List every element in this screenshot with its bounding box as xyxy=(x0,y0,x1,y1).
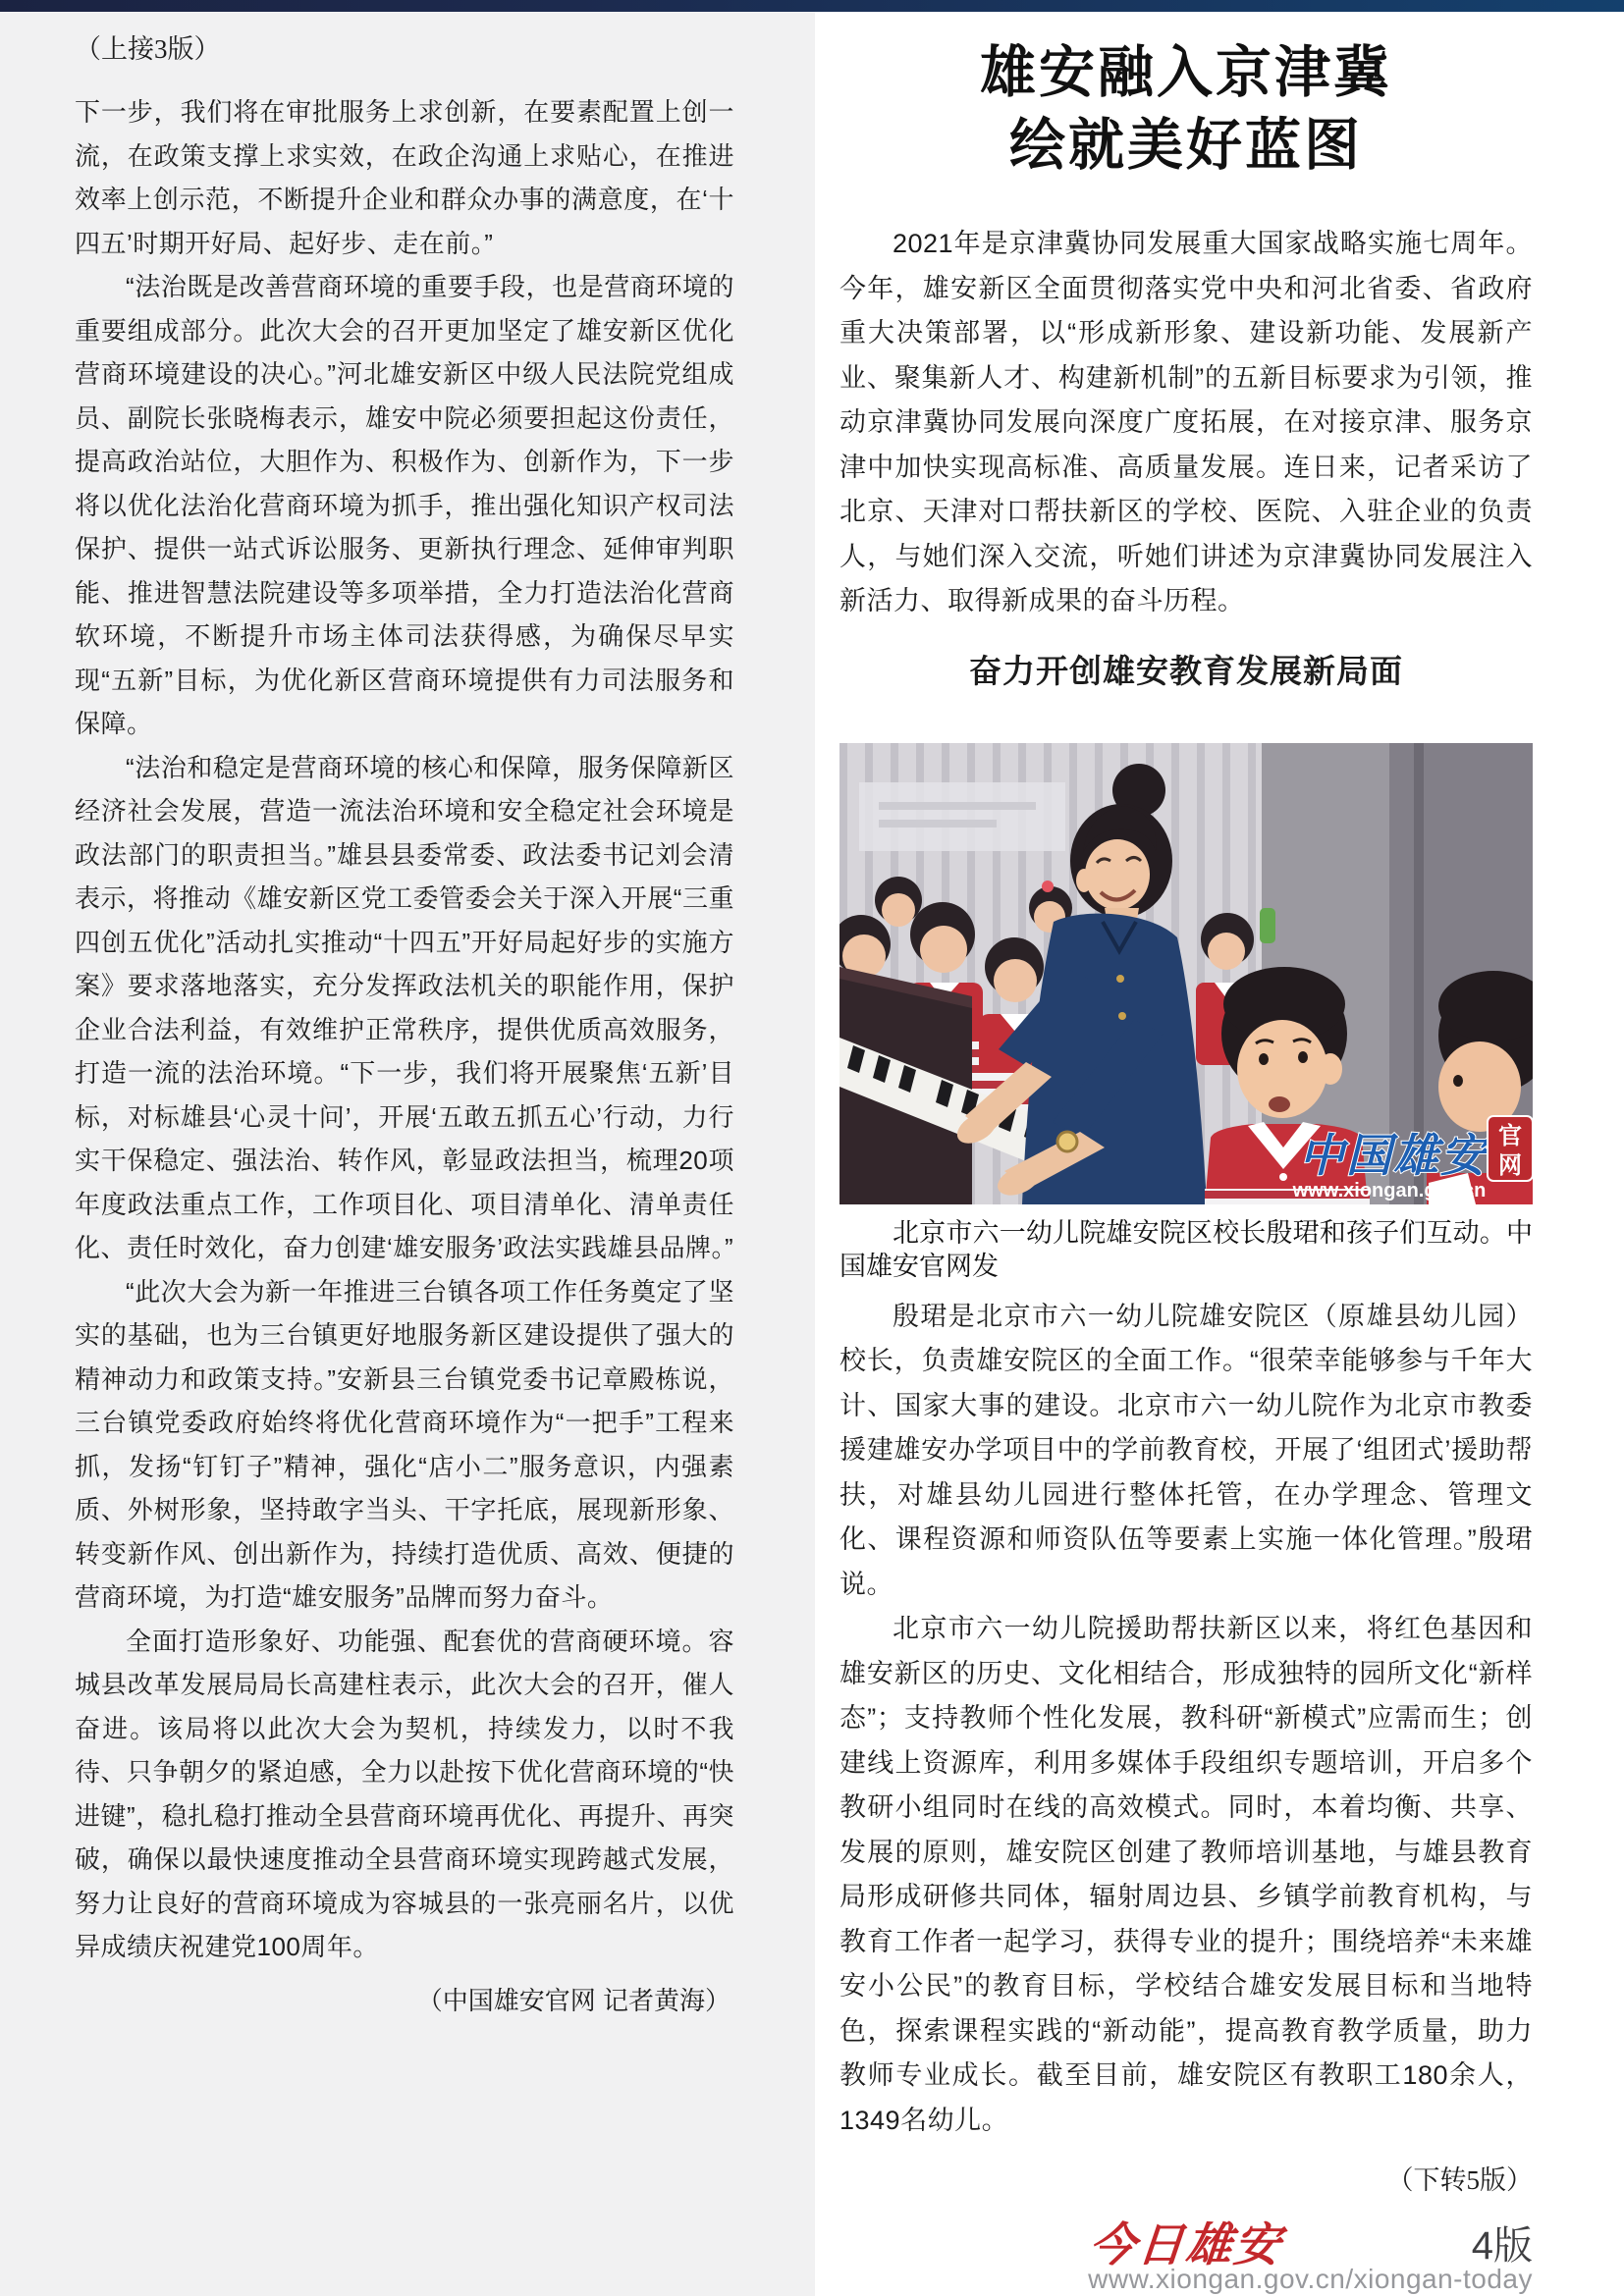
article-paragraph: 北京市六一幼儿院援助帮扶新区以来，将红色基因和雄安新区的历史、文化相结合，形成独特的园所文化“新样态”；支持教师个性化发展，教科研“新模式”应需而生；创建线上资源库，利用多媒体手段组织专题培训，开启多个教研小组同时在线的高效模式。同时，本着均衡、共享、发展的原则，雄安院区创建了教师培训基地，与雄县教育局形成研修共同体，辐射周边县、乡镇学前教育机构，与教育工作者一起学习，获得专业的提升；围绕培养“未来雄安小公民”的教育目标，学校结合雄安发展目标和当地特色，探索课程实践的“新动能”，提高教育教学质量，助力教师专业成长。截至目前，雄安院区有教职工180余人，1349名幼儿。 xyxy=(839,1614,1533,2135)
section-subhead: 奋力开创雄安教育发展新局面 xyxy=(969,652,1403,689)
page-number: 4版 xyxy=(1471,2224,1533,2268)
article-intro xyxy=(839,222,1533,624)
site-url: www.xiongan.gov.cn/xiongan-today xyxy=(1088,2264,1533,2294)
article-paragraph: “法治和稳定是营商环境的核心和保障，服务保障新区经济社会发展，营造一流法治环境和安全稳定社会环境是政法部门的职责担当。”雄县县委常委、政法委书记刘会清表示，将推动《雄安新区党工委管委会关于深入开展“三重四创五优化”活动扎实推动“十四五”开好局起好步的实施方案》要求落地落实，充分发挥政法机关的职能作用，保护企业合法利益，有效维护正常秩序，提供优质高效服务，打造一流的法治环境。“下一步，我们将开展聚焦‘五新’目标，对标雄县‘心灵十问’，开展‘五敢五抓五心’行动，力行实干保稳定、强法治、转作风，彰显政法担当，梳理20项年度政法重点工作，工作项目化、项目清单化、清单责任化、责任时效化，奋力创建‘雄安服务’政法实践雄县品牌。” xyxy=(75,752,734,1262)
watermark-url: www.xiongan.gov.cn xyxy=(1292,1179,1487,1201)
right-article-body xyxy=(839,1295,1533,2144)
continued-note: （下转5版） xyxy=(1386,2165,1533,2195)
masthead-logo: 今日雄安 xyxy=(1087,2218,1285,2272)
headline-line-1: 雄安融入京津冀 xyxy=(980,42,1392,104)
headline-line-2: 绘就美好蓝图 xyxy=(1009,115,1363,177)
article-headline xyxy=(839,37,1533,183)
article-paragraph: “法治既是改善营商环境的重要手段，也是营商环境的重要组成部分。此次大会的召开更加坚定了雄安新区优化营商环境建设的决心。”河北雄安新区中级人民法院党组成员、副院长张晓梅表示，雄安中院必须要担起这份责任，提高政治站位，大胆作为、积极作为、创新作为，下一步将以优化法治化营商环境为抓手，推出强化知识产权司法保护、提供一站式诉讼服务、更新执行理念、延伸审判职能、推进智慧法院建设等多项举措，全力打造法治化营商软环境，不断提升市场主体司法获得感，为确保尽早实现“五新”目标，为优化新区营商环境提供有力司法服务和保障。 xyxy=(75,272,734,738)
article-paragraph: 全面打造形象好、功能强、配套优的营商硬环境。容城县改革发展局局长高建柱表示，此次大会的召开，催人奋进。该局将以此次大会为契机，持续发力，以时不我待、只争朝夕的紧迫感，全力以赴按下优化营商环境的“快进键”，稳扎稳打推动全县营商环境再优化、再提升、再突破，确保以最快速度推动全县营商环境实现跨越式发展，努力让良好的营商环境成为容城县的一张亮丽名片，以优异成绩庆祝建党100周年。 xyxy=(75,1626,734,1961)
watermark-seal-top: 官 xyxy=(1498,1123,1522,1149)
page-footer xyxy=(839,2209,1533,2296)
news-photo-illustration xyxy=(839,743,1533,1204)
news-photo xyxy=(839,743,1533,1204)
watermark-brand: 中国雄安 xyxy=(1299,1130,1488,1181)
article-paragraph: “此次大会为新一年推进三台镇各项工作任务奠定了坚实的基础，也为三台镇更好地服务新区建设提供了强大的精神动力和政策支持。”安新县三台镇党委书记章殿栋说，三台镇党委政府始终将优化营商环境作为“一把手”工程来抓，发扬“钉钉子”精神，强化“店小二”服务意识，内强素质、外树形象，坚持敢字当头、干字托底，展现新形象、转变新作风、创出新作为，持续打造优质、高效、便捷的营商环境，为打造“雄安服务”品牌而努力奋斗。 xyxy=(75,1276,734,1612)
intro-paragraph: 2021年是京津冀协同发展重大国家战略实施七周年。今年，雄安新区全面贯彻落实党中央和河北省委、省政府重大决策部署，以“形成新形象、建设新功能、发展新产业、聚集新人才、构建新机制”的五新目标要求为引领，推动京津冀协同发展向深度广度拓展，在对接京津、服务京津中加快实现高标准、高质量发展。连日来，记者采访了北京、天津对口帮扶新区的学校、医院、入驻企业的负责人，与她们深入交流，听她们讲述为京津冀协同发展注入新活力、取得新成果的奋斗历程。 xyxy=(839,229,1533,615)
article-paragraph: 下一步，我们将在审批服务上求创新，在要素配置上创一流，在政策支撑上求实效，在政企沟通上求贴心，在推进效率上创示范，不断提升企业和群众办事的满意度，在‘十四五’时期开好局、起好步、走在前。” xyxy=(75,97,734,258)
watermark-seal-bottom: 网 xyxy=(1498,1152,1522,1179)
photo-caption: 北京市六一幼儿院雄安院区校长殷珺和孩子们互动。中国雄安官网发 xyxy=(839,1217,1533,1281)
top-accent-bar xyxy=(0,0,1624,12)
left-article-column xyxy=(75,27,734,2022)
article-byline: （中国雄安官网 记者黄海） xyxy=(416,1985,731,2015)
left-article-body xyxy=(75,90,734,1969)
right-article-column xyxy=(839,0,1533,2296)
continuation-note: （上接3版） xyxy=(75,34,221,64)
article-paragraph: 殷珺是北京市六一幼儿院雄安院区（原雄县幼儿园）校长，负责雄安院区的全面工作。“很荣幸能够参与千年大计、国家大事的建设。北京市六一幼儿院作为北京市教委援建雄安办学项目中的学前教育校，开展了‘组团式’援助帮扶，对雄县幼儿园进行整体托管，在办学理念、管理文化、课程资源和师资队伍等要素上实施一体化管理。”殷珺说。 xyxy=(839,1301,1533,1599)
wall-sign xyxy=(859,782,1065,851)
